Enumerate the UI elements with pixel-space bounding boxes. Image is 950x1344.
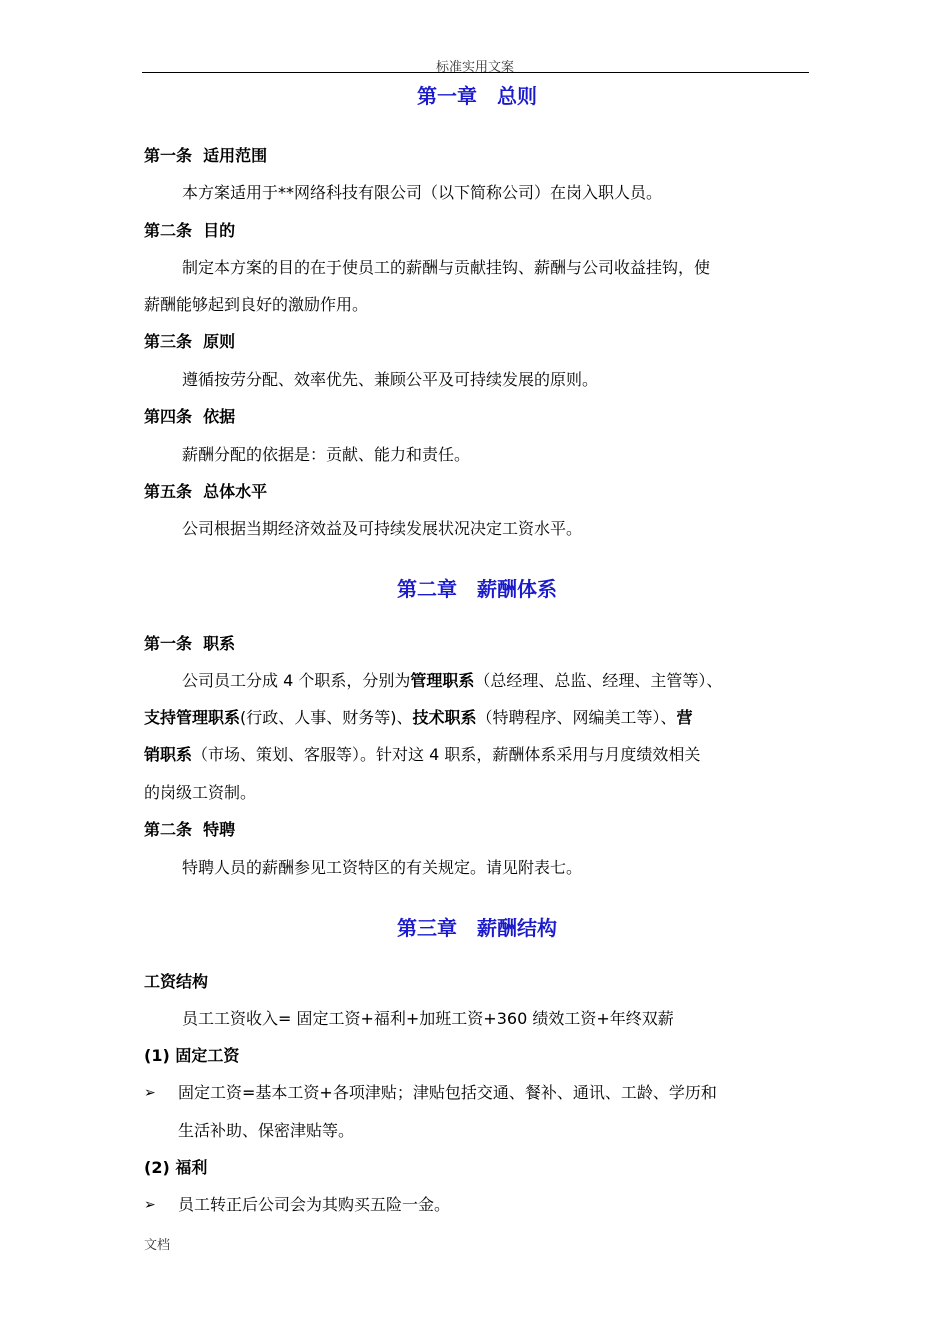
bold-term-marketing-start: 营 [676,708,693,727]
text-run: （市场、策划、客服等）。针对这 4 职系，薪酬体系采用与月度绩效相关 [192,745,701,764]
bold-term-management: 管理职系 [410,671,475,690]
bold-term-technical: 技术职系 [412,708,477,727]
ch2-article-1-line2 [144,707,810,729]
text-run: （总经理、总监、经理、主管等）、 [474,671,723,690]
ch2-article-1-line1 [144,670,810,692]
section-1-title: (1) 固定工资 [144,1046,240,1065]
ch1-article-1-title: 第一条 适用范围 [144,146,268,165]
page-footer: 文档 [144,1238,171,1253]
ch2-article-2-text: 特聘人员的薪酬参见工资特区的有关规定。请见附表七。 [182,858,583,877]
section-2-bullet-line1: 员工转正后公司会为其购买五险一金。 [178,1195,451,1214]
ch2-article-1-line3 [144,744,810,766]
ch1-article-3-text: 遵循按劳分配、效率优先、兼顾公平及可持续发展的原则。 [182,370,599,389]
ch1-article-2-line2: 薪酬能够起到良好的激励作用。 [144,295,369,314]
chapter-1-title: 第一章 总则 [417,84,537,108]
text-run: (行政、人事、财务等)、 [240,708,413,727]
section-2-title: (2) 福利 [144,1158,208,1177]
ch1-article-4-text: 薪酬分配的依据是：贡献、能力和责任。 [182,445,471,464]
ch2-article-1-title: 第一条 职系 [144,634,236,653]
ch1-article-5-text: 公司根据当期经济效益及可持续发展状况决定工资水平。 [182,519,583,538]
bold-term-marketing-end: 销职系 [144,745,193,764]
ch1-article-3-title: 第三条 原则 [144,332,236,351]
bullet-arrow-icon: ➢ [144,1085,156,1101]
ch2-article-1-line4: 的岗级工资制。 [144,783,257,802]
chapter-3-title: 第三章 薪酬结构 [397,916,557,940]
bullet-arrow-icon: ➢ [144,1197,156,1213]
page-header: 标准实用文案 [435,60,514,75]
section-1-bullet-line1: 固定工资=基本工资+各项津贴；津贴包括交通、餐补、通讯、工龄、学历和 [178,1083,717,1102]
ch1-article-2-title: 第二条 目的 [144,221,236,240]
ch1-article-1-text: 本方案适用于**网络科技有限公司（以下简称公司）在岗入职人员。 [182,183,663,202]
header-rule [142,72,809,73]
ch1-article-5-title: 第五条 总体水平 [144,482,268,501]
bold-term-support: 支持管理职系 [144,708,241,727]
salary-formula: 员工工资收入= 固定工资+福利+加班工资+360 绩效工资+年终双薪 [182,1009,674,1028]
chapter-2-title: 第二章 薪酬体系 [397,577,557,601]
text-run: （特聘程序、网编美工等）、 [476,708,677,727]
ch2-article-2-title: 第二条 特聘 [144,820,236,839]
salary-structure-title: 工资结构 [144,972,209,991]
ch1-article-4-title: 第四条 依据 [144,407,236,426]
section-1-bullet-line2: 生活补助、保密津贴等。 [178,1121,355,1140]
text-run: 公司员工分成 4 个职系，分别为 [182,671,411,690]
ch1-article-2-line1: 制定本方案的目的在于使员工的薪酬与贡献挂钩、薪酬与公司收益挂钩，使 [182,258,711,277]
